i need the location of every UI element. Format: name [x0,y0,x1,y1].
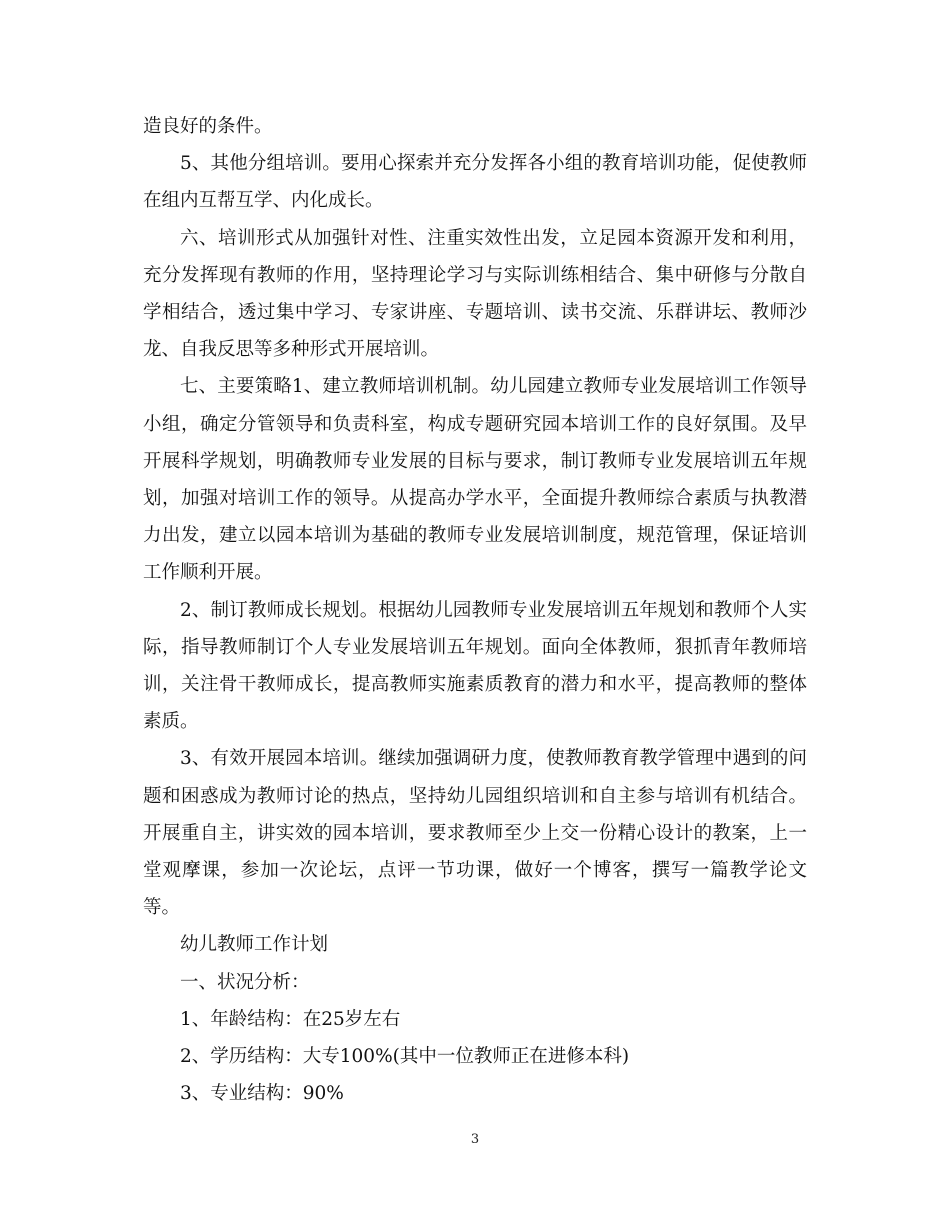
paragraph-4: 七、主要策略1、建立教师培训机制。幼儿园建立教师专业发展培训工作领导小组，确定分管领导和负责科室，构成专题研究园本培训工作的良好氛围。及早开展科学规划，明确教师专业发展的目标与要求，制订教师专业发展培训五年规划，加强对培训工作的领导。从提高办学水平，全面提升教师综合素质与执教潜力出发，建立以园本培训为基础的教师专业发展培训制度，规范管理，保证培训工作顺利开展。 [143,376,807,584]
paragraph-1: 造良好的条件。 [143,116,273,137]
paragraph-3: 六、培训形式从加强针对性、注重实效性出发，立足园本资源开发和利用，充分发挥现有教师的作用，坚持理论学习与实际训练相结合、集中研修与分散自学相结合，透过集中学习、专家讲座、专题培训、读书交流、乐群讲坛、教师沙龙、自我反思等多种形式开展培训。 [143,227,807,361]
paragraph-2: 5、其他分组培训。要用心探索并充分发挥各小组的教育培训功能，促使教师在组内互帮互学、内化成长。 [143,153,807,212]
page-number: 3 [470,1132,480,1147]
paragraph-6: 3、有效开展园本培训。继续加强调研力度，使教师教育教学管理中遇到的问题和困惑成为教师讨论的热点，坚持幼儿园组织培训和自主参与培训有机结合。开展重自主，讲实效的园本培训，要求教师至少上交一份精心设计的教案，上一堂观摩课，参加一次论坛，点评一节功课，做好一个博客，撰写一篇教学论文等。 [143,748,807,919]
paragraph-10: 2、学历结构：大专100%(其中一位教师正在进修本科) [180,1046,630,1068]
document-body [143,108,807,1112]
paragraph-11: 3、专业结构：90% [180,1083,344,1105]
paragraph-9: 1、年龄结构：在25岁左右 [180,1008,401,1030]
section-title: 幼儿教师工作计划 [180,934,329,956]
paragraph-5: 2、制订教师成长规划。根据幼儿园教师专业发展培训五年规划和教师个人实际，指导教师制订个人专业发展培训五年规划。面向全体教师，狠抓青年教师培训，关注骨干教师成长，提高教师实施素质教育的潜力和水平，提高教师的整体素质。 [143,599,807,733]
paragraph-8: 一、状况分析： [180,971,310,993]
